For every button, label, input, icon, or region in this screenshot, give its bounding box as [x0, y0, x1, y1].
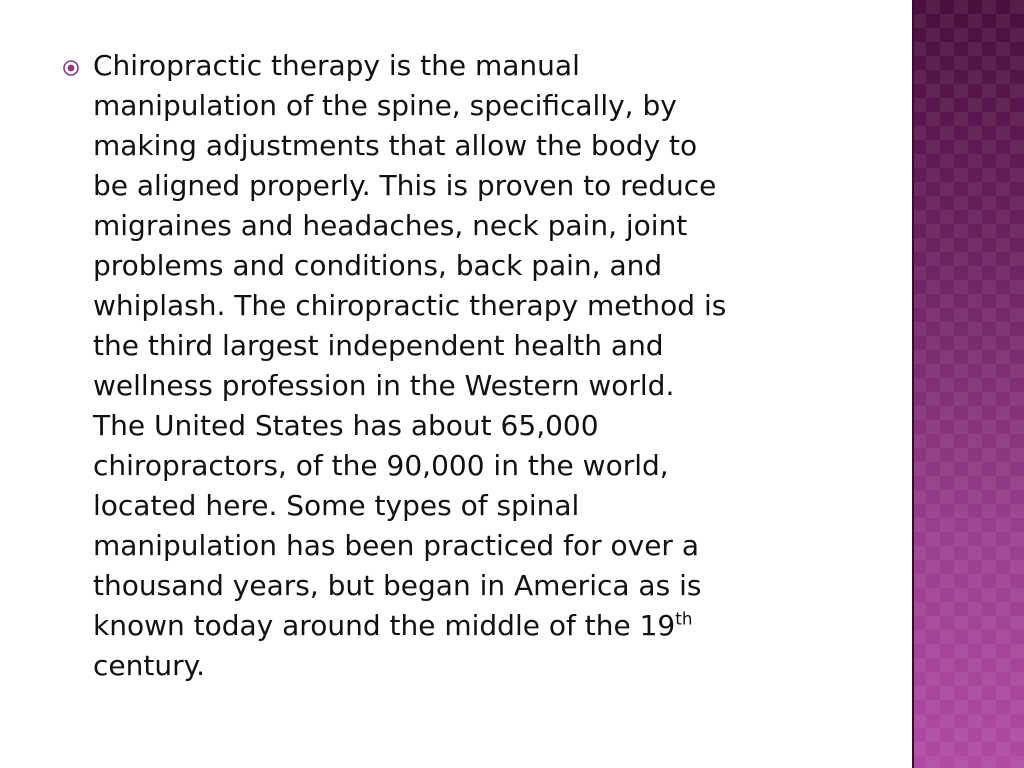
slide-content — [62, 46, 862, 686]
bullet-paragraph — [62, 46, 862, 686]
paragraph-line: migraines and headaches, neck pain, joint — [93, 209, 688, 242]
paragraph-line: wellness profession in the Western world. — [93, 369, 675, 402]
side-band-edge — [912, 0, 914, 768]
decorative-side-band — [912, 0, 1024, 768]
paragraph-line: Chiropractic therapy is the manual — [93, 49, 580, 82]
paragraph-line: thousand years, but began in America as is — [93, 569, 702, 602]
paragraph-line: manipulation of the spine, specifically, by — [93, 89, 677, 122]
paragraph-line: whiplash. The chiropractic therapy method is — [93, 289, 727, 322]
paragraph-line-text: known today around the middle of the 19 — [93, 609, 676, 642]
paragraph-line: manipulation has been practiced for over a — [93, 529, 700, 562]
paragraph-line-with-superscript — [93, 606, 862, 646]
circled-dot-bullet-icon — [62, 59, 80, 77]
paragraph-line: located here. Some types of spinal — [93, 489, 580, 522]
ordinal-superscript: th — [675, 608, 693, 629]
paragraph-line: century. — [93, 649, 206, 682]
paragraph-line: making adjustments that allow the body to — [93, 129, 698, 162]
paragraph-line: chiropractors, of the 90,000 in the world, — [93, 449, 669, 482]
paragraph-line: problems and conditions, back pain, and — [93, 249, 663, 282]
paragraph-line: The United States has about 65,000 — [93, 409, 599, 442]
paragraph-line: be aligned properly. This is proven to reduce — [93, 169, 717, 202]
paragraph-line: the third largest independent health and — [93, 329, 664, 362]
